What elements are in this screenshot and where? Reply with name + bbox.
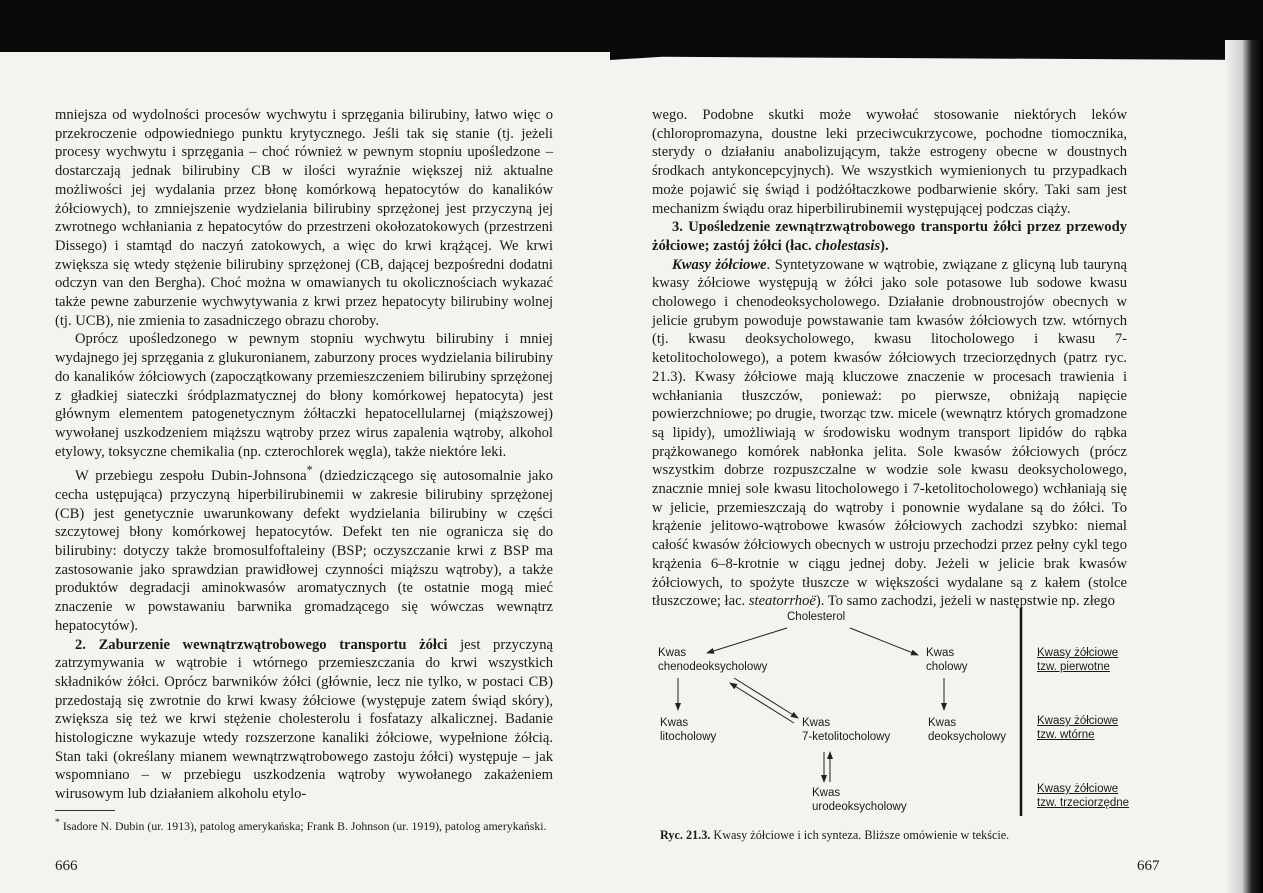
- legend-primary-line2: tzw. pierwotne: [1037, 661, 1110, 673]
- legend-secondary-line2: tzw. wtórne: [1037, 729, 1095, 741]
- node-keto-line2: 7-ketolitocholowy: [802, 731, 891, 743]
- node-deoksy-line2: deoksycholowy: [928, 731, 1006, 743]
- footnote: * Isadore N. Dubin (ur. 1913), patolog amerykańska; Frank B. Johnson (ur. 1919), patolog amerykański.: [55, 817, 547, 833]
- footnote-rule: [55, 810, 115, 811]
- caption-label: Ryc. 21.3.: [660, 828, 711, 842]
- right-paragraph-2: 3. Upośledzenie zewnątrzwątrobowego transportu żółci przez przewody żółciowe; zastój żółci (łac. cholestasis).: [652, 219, 1127, 254]
- left-paragraph-1: mniejsza od wydolności procesów wychwytu i sprzęgania bilirubiny, łatwo więc o przekroczenie odpowiedniego punktu krytycznego. Jeśli tak się stanie (tj. jeżeli procesy wychwytu i sprzęgania – choć również w pewnym stopniu upośledzone – dostarczają jednak bilirubiny CB w ilości wyraźnie większej niż aktualne możliwości jej wydalania przez błonę komórkową hepatocytów do kanalików żółciowych), to zmniejszenie wydzielania bilirubiny sprzężonej jest przyczyną jej zwrotnego wchłaniania z hepatocytów do przestrzeni okołozatokowych (przestrzeni Dissego) i stamtąd do naczyń zatokowych, a więc do krwi krążącej. We krwi zwiększa się wtedy stężenie bilirubiny sprzężonej (CB, dającej bezpośredni dodatni odczyn van den Bergha). Choć można w omawianych tu okolicznościach wykazać także pewne zaburzenie wychwytywania z krwi przez hepatocyty bilirubiny wolnej (tj. UCB), nie zmienia to zasadniczego obrazu choroby.: [55, 107, 553, 329]
- page-number-left: 666: [55, 858, 78, 874]
- left-paragraph-3: W przebiegu zespołu Dubin-Johnsona* (dziedziczącego się autosomalnie jako cecha ustępująca) przyczyną hiperbilirubinemii w zakresie bilirubiny sprzężonej (CB) jest genetycznie uwarunkowany defekt wydzielania bilirubiny w części szczytowej błony komórkowej hepatocytów. Defekt ten nie ogranicza się do bilirubiny: dotyczy także bromosulfoftaleiny (BSP; oczyszczanie krwi z BSP ma zastosowanie jako sprawdzian prawidłowej czynności miąższu wątroby), a także produktów degradacji aminokwasów aromatycznych (te ostatnie mogą mieć znaczenie w powstawaniu barwnika gromadzącego się wówczas wewnątrz hepatocytów).: [55, 463, 553, 634]
- node-keto-line1: Kwas: [802, 717, 831, 729]
- left-paragraph-2: Oprócz upośledzonego w pewnym stopniu wychwytu bilirubiny i mniej wydajnego jej sprzęgania z glukuronianem, zaburzony proces wydzielania bilirubiny do kanalików żółciowych (zapoczątkowany przemieszczeniem bilirubiny sprzężonej z gładkiej siateczki śródplazmatycznej do błony komórkowej hepatocyta) jest głównym elementem patogenetycznym żółtaczki hepatocellularnej (miąższowej) wywołanej uszkodzeniem miąższu wątroby przez wirus zapalenia wątroby, alkohol etylowy, toksyczne chemikalia (np. czterochlorek węgla), także niektóre leki.: [55, 331, 553, 460]
- node-deoksy-line1: Kwas: [928, 717, 957, 729]
- figure-caption: [660, 828, 1009, 843]
- arrow-chol-to-cholowy: [850, 628, 918, 655]
- node-cheno-line2: chenodeoksycholowy: [658, 661, 768, 673]
- caption-text: Kwasy żółciowe i ich synteza. Bliższe omówienie w tekście.: [713, 828, 1010, 842]
- left-paragraph-4: 2. Zaburzenie wewnątrzwątrobowego transportu żółci jest przyczyną zatrzymywania w wątrobie i wtórnego przemieszczania do krwi wszystkich składników żółci. Oprócz barwników żółci (głównie, lecz nie tylko, w postaci CB) przedostają się zwrotnie do krwi kwasy żółciowe (występuje zatem świąd skóry), zwiększa się też we krwi stężenie cholesterolu i fosfatazy alkalicznej. Badanie histologiczne wykazuje wtedy rozszerzone kanaliki żółciowe, wypełnione żółcią. Stan taki (określany mianem wewnątrzwątrobowego zastoju żółci) występuje – jak wspomniano – w przebiegu uszkodzenia wątroby wywołanego zakażeniem wirusowym lub działaniem alkoholu etylo-: [55, 636, 553, 803]
- node-cholowy-line2: cholowy: [926, 661, 968, 673]
- legend-tertiary-line1: Kwasy żółciowe: [1037, 783, 1119, 795]
- legend-secondary-line1: Kwasy żółciowe: [1037, 715, 1119, 727]
- node-cheno-line1: Kwas: [658, 647, 687, 659]
- left-page-text: [55, 106, 553, 804]
- node-lito-line2: litocholowy: [660, 731, 717, 743]
- scan-right-edge-shadow: [1225, 40, 1263, 893]
- node-cholowy-line1: Kwas: [926, 647, 955, 659]
- node-urodeoksy-line2: urodeoksycholowy: [812, 801, 907, 813]
- legend-tertiary-line2: tzw. trzeciorzędne: [1037, 797, 1130, 809]
- arrow-cheno-to-keto: [734, 678, 798, 718]
- bile-acids-diagram: [652, 606, 1144, 824]
- node-cholesterol: Cholesterol: [787, 611, 846, 623]
- scan-top-shadow-right: [610, 52, 1263, 60]
- arrow-chol-to-cheno: [707, 628, 787, 653]
- scan-top-shadow: [0, 0, 1263, 52]
- node-urodeoksy-line1: Kwas: [812, 787, 841, 799]
- right-paragraph-1: wego. Podobne skutki może wywołać stosowanie niektórych leków (chloropromazyna, doustne leki przeciwcukrzycowe, pochodne tiomocznika, sterydy o działaniu anabolizującym, także estrogeny obecne w doustnych środkach antykoncepcyjnych). We wszystkich wymienionych tu przypadkach może pojawić się świąd i podżółtaczkowe podbarwienie skóry. Taki sam jest mechanizm świądu oraz hiperbilirubinemii występującej podczas ciąży.: [652, 107, 1127, 217]
- page-number-right: 667: [1137, 858, 1160, 874]
- legend-primary-line1: Kwasy żółciowe: [1037, 647, 1119, 659]
- right-page-text: [652, 106, 1127, 611]
- arrow-keto-to-cheno: [730, 683, 794, 723]
- node-lito-line1: Kwas: [660, 717, 689, 729]
- right-paragraph-3: Kwasy żółciowe. Syntetyzowane w wątrobie, związane z glicyną lub tauryną kwasy żółciowe występują w żółci jako sole potasowe lub sodowe kwasu cholowego i chenodeoksycholowego. Działanie drobnoustrojów obecnych w jelicie grubym powoduje powstawanie tam kwasów żółciowych tzw. wtórnych (tj. kwasu deoksycholowego, kwasu litocholowego i kwasu 7-ketolitocholowego), a potem kwasów żółciowych trzeciorzędnych (patrz ryc. 21.3). Kwasy żółciowe mają kluczowe znaczenie w procesach trawienia i wchłaniania tłuszczów, ponieważ: po pierwsze, obniżają napięcie powierzchniowe; po drugie, tworząc tzw. micele (wewnątrz których gromadzone są lipidy), umożliwiają w środowisku wodnym transport lipidów do rąbka prążkowanego komórek nabłonka jelita. Sole kwasów żółciowych (prócz wszystkim dobrze rozpuszczalne w wodzie sole kwasu deoksycholowego, znacznie mniej sole kwasu litocholowego i 7-ketolitocholowego) wchłaniają się w jelicie, przemieszczają do wątroby i ponownie wydalane są do żółci. To krążenie jelitowo-wątrobowe kwasów żółciowych zachodzi szybko: niemal całość kwasów żółciowych obecnych w ustroju przechodzi przez pełny cykl tego krążenia 6–8-krotnie w ciągu jednej doby. Jeżeli w jelicie brak kwasów żółciowych, to spożyte tłuszcze w większości wydalane są z kałem (stolce tłuszczowe; łac. steatorrhoë). To samo zachodzi, jeżeli w następstwie np. złego: [652, 256, 1127, 610]
